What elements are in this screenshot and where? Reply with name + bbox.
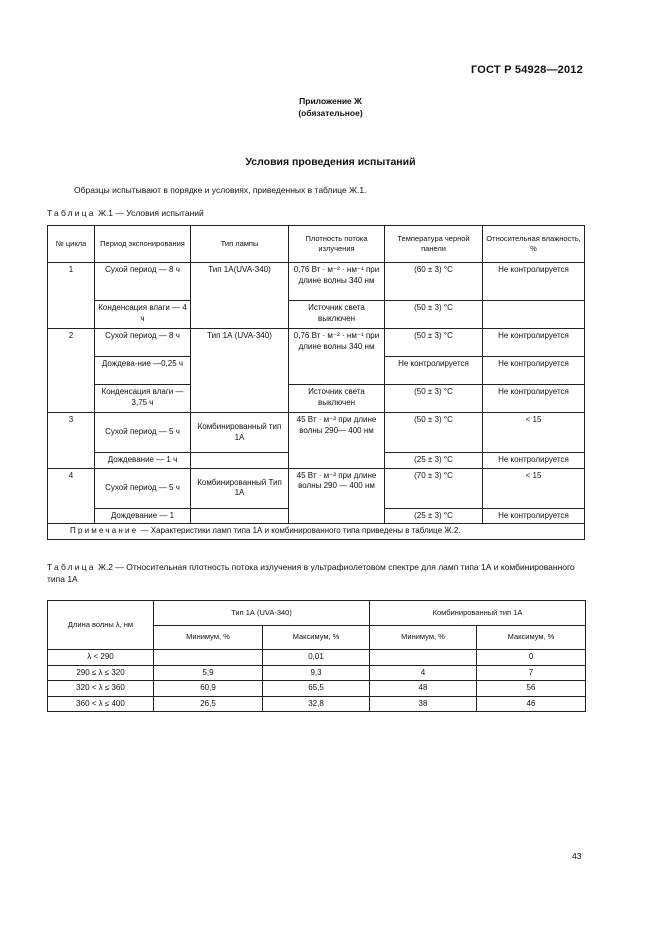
temperature-cell: (70 ± 3) °С [385,468,483,508]
cycle-number [48,385,95,413]
wavelength-cell: λ < 290 [48,650,154,666]
wavelength-cell: 360 < λ ≤ 400 [48,696,154,712]
humidity-cell: Не контролируется [483,453,585,469]
table-row [48,385,585,413]
humidity-cell: Не контролируется [483,263,585,301]
table-row [48,696,586,712]
header-flux: Плотность потока излучения [289,226,385,263]
value-cell: 48 [370,681,477,697]
header-temperature: Температура черной панели [385,226,483,263]
flux-cell: 45 Вт · м⁻² при длине волны 290 — 400 нм [289,468,385,524]
table-note [48,524,585,540]
table1-caption-text: Ж.1 — Условия испытаний [95,208,204,218]
header-type1a: Тип 1А (UVA-340) [154,601,370,626]
value-cell: 56 [477,681,586,697]
flux-cell: 45 Вт · м⁻² при длине волны 290— 400 нм [289,413,385,469]
period-cell: Конденсация влаги — 4 ч [95,301,191,329]
table1-caption-prefix: Таблица [47,208,96,218]
value-cell: 0,01 [263,650,370,666]
humidity-cell [483,301,585,329]
page-number: 43 [572,851,582,861]
conditions-table [47,225,585,540]
value-cell: 4 [370,665,477,681]
table-row [48,681,586,697]
lamp-cell: Тип 1А(UVA-340) [191,263,289,301]
table-row [48,665,586,681]
standard-number: ГОСТ Р 54928—2012 [471,64,583,76]
spectral-table [47,600,586,712]
period-cell: Дождева-ние —0,25 ч [95,357,191,385]
table-note-row [48,524,585,540]
table2-caption [47,561,587,585]
period-cell: Дождевание — 1 ч [95,453,191,469]
flux-cell: 0,76 Вт · м⁻² · нм⁻¹ при длине волны 340 нм [289,263,385,301]
header-max: Максимум, % [263,626,370,650]
cycle-number [48,453,95,469]
cycle-number: 2 [48,329,95,357]
table1-caption [47,207,204,219]
value-cell: 7 [477,665,586,681]
value-cell: 9,3 [263,665,370,681]
lamp-cell [191,385,289,413]
value-cell: 5,9 [154,665,263,681]
value-cell [370,650,477,666]
table-row [48,329,585,357]
period-cell: Сухой период — 5 ч [95,468,191,508]
appendix-title: Приложение Ж [299,96,362,106]
table-row [48,650,586,666]
period-cell: Конденсация влаги — 3,75 ч [95,385,191,413]
header-min: Минимум, % [370,626,477,650]
table2-caption-prefix: Таблица [47,562,96,572]
value-cell: 38 [370,696,477,712]
header-wavelength: Длина волны λ, нм [48,601,154,650]
table-header-row [48,601,586,626]
table2-caption-text: Ж.2 — Относительная плотность потока излучения в ультрафиолетовом спектре для ламп типа 1А и комбинированного типа 1А [47,562,575,584]
table-header-row [48,226,585,263]
temperature-cell: (50 ± 3) °С [385,385,483,413]
value-cell: 65,5 [263,681,370,697]
wavelength-cell: 290 ≤ λ ≤ 320 [48,665,154,681]
lamp-cell [191,357,289,385]
value-cell [154,650,263,666]
humidity-cell: Не контролируется [483,329,585,357]
cycle-number: 3 [48,413,95,453]
header-period: Период экспонирования [95,226,191,263]
intro-paragraph: Образцы испытывают в порядке и условиях, приведенных в таблице Ж.1. [74,185,367,195]
header-cycle: № цикла [48,226,95,263]
lamp-cell [191,301,289,329]
section-title: Условия проведения испытаний [245,156,416,168]
table-row [48,413,585,453]
period-cell: Сухой период — 8 ч [95,329,191,357]
wavelength-cell: 320 < λ ≤ 360 [48,681,154,697]
header-min: Минимум, % [154,626,263,650]
period-cell: Дождевание — 1 [95,508,191,524]
cycle-number [48,301,95,329]
lamp-cell: Комбинированный Тип 1А [191,468,289,508]
humidity-cell: < 15 [483,468,585,508]
value-cell: 60,9 [154,681,263,697]
period-cell: Сухой период — 5 ч [95,413,191,453]
humidity-cell: Не контролируется [483,385,585,413]
lamp-cell [191,508,289,524]
humidity-cell: Не контролируется [483,357,585,385]
lamp-cell: Комбинированный тип 1А [191,413,289,453]
table-row [48,468,585,508]
cycle-number: 4 [48,468,95,508]
value-cell: 46 [477,696,586,712]
cycle-number: 1 [48,263,95,301]
value-cell: 32,8 [263,696,370,712]
table-row [48,263,585,301]
temperature-cell: Не контролируется [385,357,483,385]
flux-cell: Источник света выключен [289,301,385,329]
temperature-cell: (50 ± 3) °С [385,413,483,453]
table-row [48,301,585,329]
lamp-cell [191,453,289,469]
temperature-cell: (25 ± 3) °С [385,453,483,469]
header-max: Максимум, % [477,626,586,650]
cycle-number [48,508,95,524]
value-cell: 0 [477,650,586,666]
humidity-cell: Не контролируется [483,508,585,524]
temperature-cell: (50 ± 3) °С [385,329,483,357]
temperature-cell: (25 ± 3) °С [385,508,483,524]
cycle-number [48,357,95,385]
note-text: — Характеристики ламп типа 1А и комбинированного типа приведены в таблице Ж.2. [138,526,461,535]
header-combined: Комбинированный тип 1А [370,601,586,626]
period-cell: Сухой период — 8 ч [95,263,191,301]
flux-cell: Источник света выключен [289,385,385,413]
humidity-cell: < 15 [483,413,585,453]
header-lamp: Тип лампы [191,226,289,263]
value-cell: 26,5 [154,696,263,712]
flux-cell: 0,76 Вт · м⁻² · нм⁻¹ при длине волны 340 нм [289,329,385,385]
note-label: Примечание [70,526,139,535]
temperature-cell: (60 ± 3) °С [385,263,483,301]
lamp-cell: Тип 1А (UVA-340) [191,329,289,357]
appendix-note: (обязательное) [298,108,363,118]
temperature-cell: (50 ± 3) °С [385,301,483,329]
header-humidity: Относительная влажность, % [483,226,585,263]
